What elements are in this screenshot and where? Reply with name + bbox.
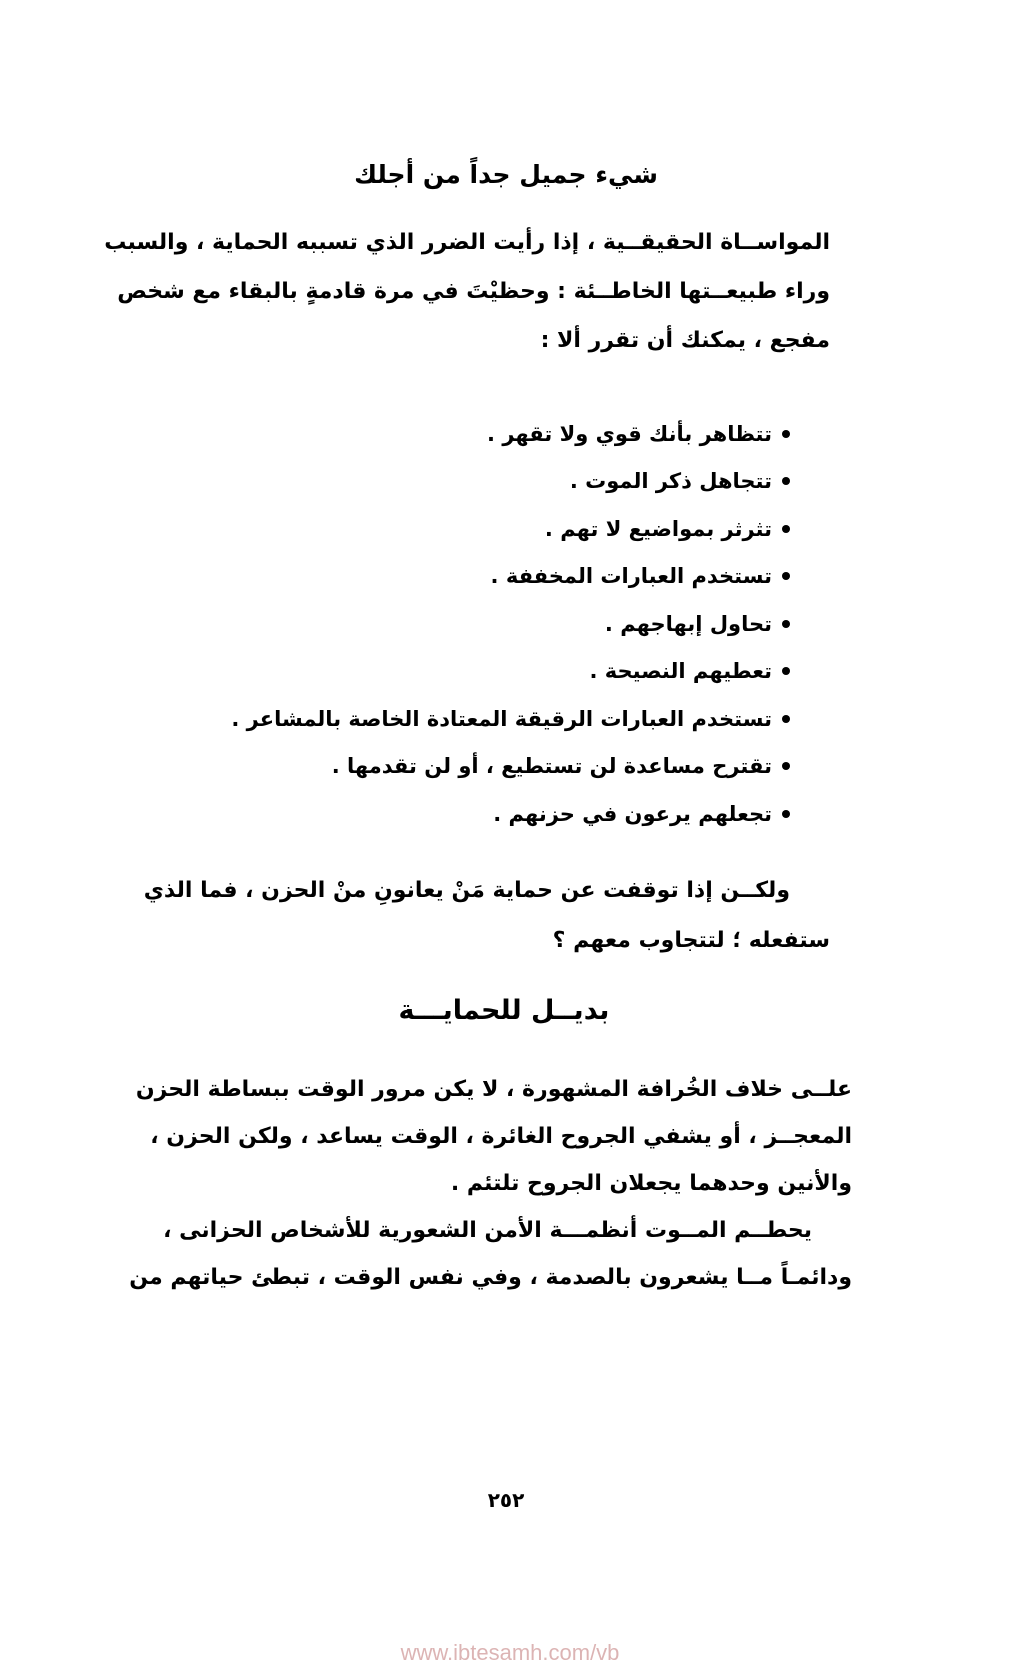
paragraph-line: والأنين وحدهما يجعلان الجروح تلتئم . xyxy=(450,1171,852,1196)
list-item xyxy=(231,695,790,743)
page-title xyxy=(0,160,1020,189)
list-item xyxy=(231,553,790,601)
list-item xyxy=(231,648,790,696)
bullet-icon xyxy=(782,667,790,675)
list-item xyxy=(231,600,790,648)
paragraph-line: المواســاة الحقيقــية ، إذا رأيت الضرر الذي تسببه الحماية ، والسبب xyxy=(104,230,830,255)
section-heading xyxy=(0,995,1020,1026)
list-item xyxy=(231,743,790,791)
list-item xyxy=(231,790,790,838)
list-item-text: تعطيهم النصيحة . xyxy=(589,659,772,684)
paragraph-line: ستفعله ؛ لتتجاوب معهم ؟ xyxy=(552,928,830,953)
bullet-icon xyxy=(782,430,790,438)
bullet-icon xyxy=(782,525,790,533)
paragraph-line: المعجــز ، أو يشفي الجروح الغائرة ، الوقت يساعد ، ولكن الحزن ، xyxy=(150,1124,852,1149)
watermark-link: www.ibtesamh.com/vb xyxy=(400,1640,620,1665)
section-paragraph xyxy=(129,1066,852,1301)
page-number-text: ٢٥٢ xyxy=(487,1488,525,1512)
paragraph-line: وراء طبيعــتها الخاطــئة : وحظيْتَ في مرة قادمةٍ بالبقاء مع شخص xyxy=(117,279,830,304)
section-heading-text: بديــل للحمايـــة xyxy=(398,995,610,1026)
paragraph-line: علــى خلاف الخُرافة المشهورة ، لا يكن مرور الوقت ببساطة الحزن xyxy=(135,1077,852,1102)
page-number xyxy=(0,1488,1020,1512)
paragraph-line: مفجع ، يمكنك أن تقرر ألا : xyxy=(540,328,830,353)
paragraph-line: يحطــم المــوت أنظمـــة الأمن الشعورية للأشخاص الحزانى ، xyxy=(163,1218,812,1243)
list-item-text: تستخدم العبارات المخففة . xyxy=(490,564,772,589)
paragraph-line: ولكــن إذا توقفت عن حماية مَنْ يعانونِ منْ الحزن ، فما الذي xyxy=(143,878,790,903)
list-item-text: تجعلهم يرعون في حزنهم . xyxy=(493,801,772,826)
list-item-text: تتجاهل ذكر الموت . xyxy=(569,469,772,494)
bullet-icon xyxy=(782,715,790,723)
list-item-text: تحاول إبهاجهم . xyxy=(604,611,772,636)
list-item xyxy=(231,410,790,458)
bullet-icon xyxy=(782,572,790,580)
paragraph-line: ودائمـاً مــا يشعرون بالصدمة ، وفي نفس الوقت ، تبطئ حياتهم من xyxy=(129,1265,852,1290)
bullet-icon xyxy=(782,477,790,485)
list-item-text: تثرثر بمواضيع لا تهم . xyxy=(544,516,772,541)
list-item-text: تقترح مساعدة لن تستطيع ، أو لن تقدمها . xyxy=(331,754,772,779)
bullet-icon xyxy=(782,762,790,770)
bullet-list xyxy=(231,410,790,838)
question-paragraph xyxy=(143,866,830,966)
bullet-icon xyxy=(782,620,790,628)
list-item-text: تتظاهر بأنك قوي ولا تقهر . xyxy=(487,421,772,446)
list-item xyxy=(231,458,790,506)
page-title-text: شيء جميل جداً من أجلك xyxy=(354,160,658,189)
bullet-icon xyxy=(782,810,790,818)
intro-paragraph xyxy=(104,218,830,365)
list-item-text: تستخدم العبارات الرقيقة المعتادة الخاصة بالمشاعر . xyxy=(231,706,772,731)
list-item xyxy=(231,505,790,553)
